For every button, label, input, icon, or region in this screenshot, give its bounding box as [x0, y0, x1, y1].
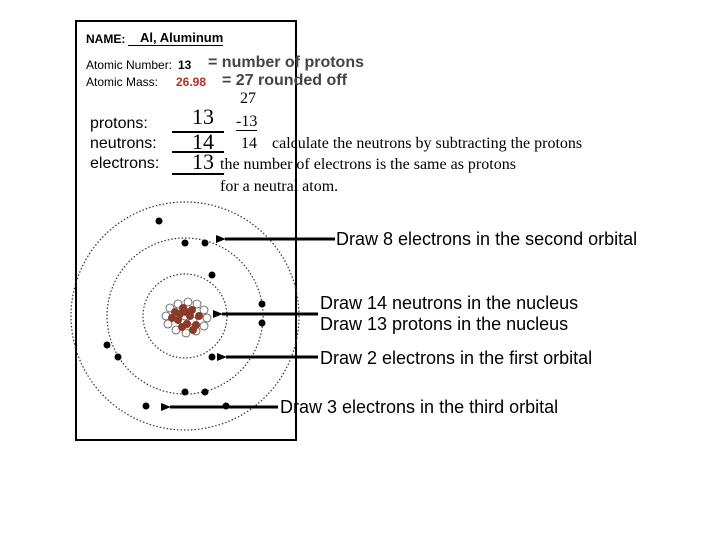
electrons-value: 13 [192, 149, 214, 174]
annotation-third-orbital: Draw 3 electrons in the third orbital [280, 397, 559, 417]
calc-note: calculate the neutrons by subtracting the protons [272, 135, 583, 152]
neutrons-label: neutrons: [90, 135, 157, 152]
annotation-second-orbital: Draw 8 electrons in the second orbital [336, 229, 638, 249]
electron-note-line1: the number of electrons is the same as protons [220, 156, 516, 173]
annotation-first-orbital: Draw 2 electrons in the first orbital [320, 348, 593, 368]
atomic-mass-value: 26.98 [176, 75, 207, 89]
name-value: Al, Aluminum [128, 31, 223, 46]
protons-label: protons: [90, 115, 148, 132]
name-label: NAME: [86, 32, 126, 46]
electrons-label: electrons: [90, 155, 160, 172]
atomic-mass-label: Atomic Mass: [86, 75, 159, 89]
annotation-neutrons: Draw 14 neutrons in the nucleus [320, 293, 579, 313]
neutrons-value: 14 [192, 129, 214, 154]
atomic-number-note: = number of protons [208, 54, 364, 71]
annotation-protons: Draw 13 protons in the nucleus [320, 314, 569, 334]
atomic-number-label: Atomic Number: [86, 58, 173, 72]
atomic-number-value: 13 [178, 58, 192, 72]
calc-mass: 27 [240, 90, 256, 107]
electron-note-line2: for a neutral atom. [220, 178, 339, 195]
protons-value: 13 [192, 104, 214, 129]
calc-minus: -13 [236, 113, 258, 130]
atomic-mass-note: = 27 rounded off [222, 72, 347, 89]
nucleus [162, 298, 211, 337]
calc-result: 14 [241, 135, 257, 152]
